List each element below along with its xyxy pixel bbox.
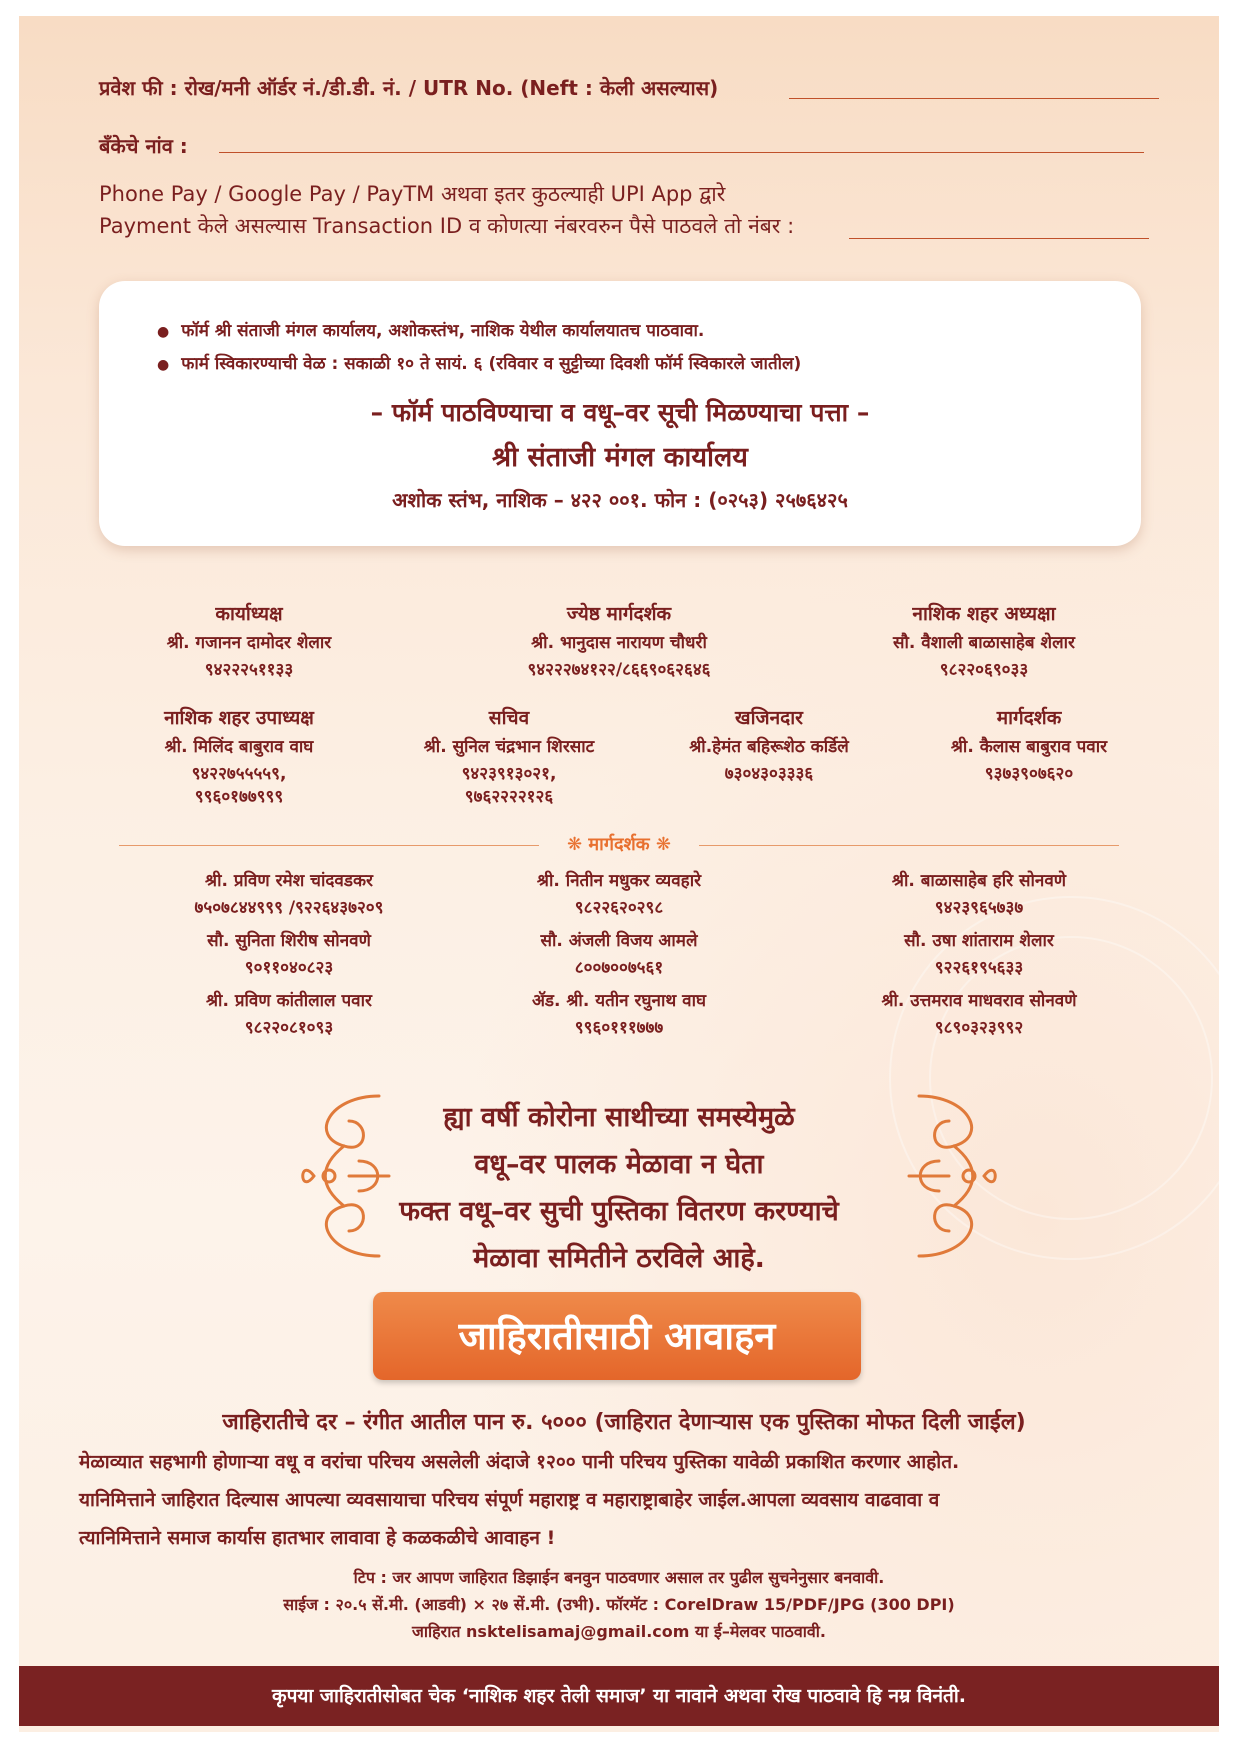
guide-phone: ८००७००७५६१ — [574, 958, 664, 978]
ad-paragraph-1: मेळाव्यात सहभागी होणाऱ्या वधू व वरांचा परिचय असलेली अंदाजे १२०० पानी परिचय पुस्तिका यावेळी प्रकाशित करणार आहोत. — [79, 1451, 960, 1473]
guide-phone: ९८२२६२०२९८ — [574, 898, 664, 918]
advertisement-banner: जाहिरातीसाठी आवाहन — [373, 1292, 861, 1380]
guide-phone: ९९६०१११७७७ — [574, 1018, 664, 1038]
officer-name: श्री. मिलिंद बाबुराव वाघ — [164, 737, 314, 757]
guide-name: श्री. नितीन मधुकर व्यवहारे — [536, 871, 702, 891]
guides-heading: ❋ मार्गदर्शक ❋ — [567, 834, 671, 855]
office-address: अशोक स्तंभ, नाशिक – ४२२ ००१. फोन : (०२५३) २५७६४२५ — [392, 488, 848, 512]
ad-tip-3: जाहिरात nsktelisamaj@gmail.com या ई–मेलवर पाठवावी. — [412, 1622, 826, 1641]
officer-phone: ७३०४३०३३३६ — [724, 764, 814, 784]
officer-name: श्री. सुनिल चंद्रभान शिरसाट — [423, 737, 595, 757]
fee-fill-line — [789, 98, 1159, 99]
officer-name: सौ. वैशाली बाळासाहेब शेलार — [893, 633, 1075, 653]
address-notice-box — [99, 281, 1141, 546]
corona-line-3: फक्त वधू–वर सुची पुस्तिका वितरण करण्याचे — [399, 1196, 839, 1227]
guide-phone: ९४२३९६५७३७ — [934, 898, 1024, 918]
officer-guide — [899, 704, 1159, 784]
fee-label: प्रवेश फी : रोख/मनी ऑर्डर नं./डी.डी. नं. / UTR No. (Neft : केली असल्यास) — [99, 76, 719, 100]
ad-paragraph-2: यानिमित्ताने जाहिरात दिल्यास आपल्या व्यवसायाचा परिचय संपूर्ण महाराष्ट्र व महाराष्ट्राबाहेर जाईल.आपला व्यवसाय वाढवावा व — [79, 1489, 940, 1511]
upi-line-2: Payment केले असल्यास Transaction ID व कोणत्या नंबरवरुन पैसे पाठवले तो नंबर : — [99, 214, 795, 238]
guide-name: श्री. प्रविण कांतीलाल पवार — [206, 991, 372, 1011]
corona-message — [19, 1094, 1219, 1282]
guides-column-1 — [109, 868, 469, 1042]
office-name: श्री संताजी मंगल कार्यालय — [492, 442, 748, 473]
officer-phone: ९४२२७५५५५९, ९९६०१७७९९९ — [191, 764, 287, 807]
guide-name: सौ. उषा शांताराम शेलार — [904, 931, 1054, 951]
footer-bar: कृपया जाहिरातीसोबत चेक ‘नाशिक शहर तेली समाज’ या नावाने अथवा रोख पाठवावे हि नम्र विनंती. — [19, 1666, 1219, 1726]
notice-bullet-2: ● फार्म स्विकारण्याची वेळ : सकाळी १० ते सायं. ६ (रविवार व सुट्टीच्या दिवशी फॉर्म स्विकारले जातील) — [157, 351, 801, 374]
guide-phone: ९२२६१९५६३३ — [934, 958, 1024, 978]
ad-tip-1: टिप : जर आपण जाहिरात डिझाईन बनवुन पाठवणार असाल तर पुढील सुचनेनुसार बनवावी. — [353, 1568, 885, 1587]
officer-president — [89, 600, 409, 680]
officer-phone: ९८२२०६९०३३ — [939, 660, 1029, 680]
officer-role: कार्याध्यक्ष — [215, 603, 283, 625]
officer-phone: ९४२२२७४१२२/८६६९०६२६४६ — [527, 660, 711, 680]
officer-phone: ९४२२२५११३३ — [204, 660, 294, 680]
officer-name: श्री. कैलास बाबुराव पवार — [950, 737, 1108, 757]
bank-label: बँकेचे नांव : — [99, 134, 188, 158]
guide-name: श्री. उत्तमराव माधवराव सोनवणे — [881, 991, 1077, 1011]
officer-role: ज्येष्ठ मार्गदर्शक — [566, 603, 672, 625]
guide-phone: ७५०७८४४९९९ /९२२६४३७२०९ — [194, 898, 384, 918]
officer-role: नाशिक शहर उपाध्यक्ष — [164, 707, 314, 729]
guide-name: सौ. सुनिता शिरीष सोनवणे — [207, 931, 371, 951]
bank-fill-line — [219, 152, 1144, 153]
officer-phone: ९४२३९१३०२१, ९७६२२२२१२६ — [461, 764, 557, 807]
guide-name: सौ. अंजली विजय आमले — [540, 931, 698, 951]
officer-role: खजिनदार — [735, 707, 803, 729]
document-page — [19, 16, 1219, 1732]
officer-vice-president — [109, 704, 369, 807]
officer-city-president — [824, 600, 1144, 680]
guide-name: श्री. बाळासाहेब हरि सोनवणे — [891, 871, 1067, 891]
upi-fill-line — [849, 238, 1149, 239]
officer-treasurer — [639, 704, 899, 784]
ad-rate: जाहिरातीचे दर – रंगीत आतील पान रु. ५००० (जाहिरात देणाऱ्यास एक पुस्तिका मोफत दिली जाईल) — [222, 1410, 1026, 1435]
officer-senior-guide — [439, 600, 799, 680]
officer-role: सचिव — [488, 707, 530, 729]
guides-column-3 — [799, 868, 1159, 1042]
officer-role: मार्गदर्शक — [996, 707, 1062, 729]
officer-secretary — [379, 704, 639, 807]
officer-role: नाशिक शहर अध्यक्षा — [912, 603, 1056, 625]
corona-line-4: मेळावा समितीने ठरविले आहे. — [473, 1243, 765, 1274]
officer-name: श्री. भानुदास नारायण चौधरी — [531, 633, 707, 653]
guide-phone: ९८९०३२३९९२ — [934, 1018, 1024, 1038]
officer-phone: ९३७३९०७६२० — [984, 764, 1074, 784]
corona-line-1: ह्या वर्षी कोरोना साथीच्या समस्येमुळे — [443, 1102, 795, 1133]
notice-bullet-1: ● फॉर्म श्री संताजी मंगल कार्यालय, अशोकस्तंभ, नाशिक येथील कार्यालयातच पाठवावा. — [157, 318, 704, 341]
corona-line-2: वधू–वर पालक मेळावा न घेता — [474, 1149, 764, 1180]
officer-name: श्री.हेमंत बहिरूशेठ कर्डिले — [689, 737, 849, 757]
guide-name: ॲड. श्री. यतीन रघुनाथ वाघ — [531, 991, 707, 1011]
officer-name: श्री. गजानन दामोदर शेलार — [166, 633, 332, 653]
guide-phone: ९८२२०८१०९३ — [244, 1018, 334, 1038]
guide-name: श्री. प्रविण रमेश चांदवडकर — [205, 871, 373, 891]
guide-phone: ९०११०४०८२३ — [244, 958, 334, 978]
guides-column-2 — [439, 868, 799, 1042]
ad-tip-2: साईज : २०.५ सें.मी. (आडवी) × २७ सें.मी. (उभी). फॉरमॅट : CorelDraw 15/PDF/JPG (300 DPI) — [283, 1595, 955, 1614]
separator-line-right — [699, 845, 1119, 846]
upi-line-1: Phone Pay / Google Pay / PayTM अथवा इतर कुठल्याही UPI App द्वारे — [99, 182, 726, 206]
ad-paragraph-3: त्यानिमित्ताने समाज कार्यास हातभार लावावा हे कळकळीचे आवाहन ! — [79, 1527, 556, 1549]
address-heading: – फॉर्म पाठविण्याचा व वधू–वर सूची मिळण्याचा पत्ता – — [370, 398, 870, 427]
